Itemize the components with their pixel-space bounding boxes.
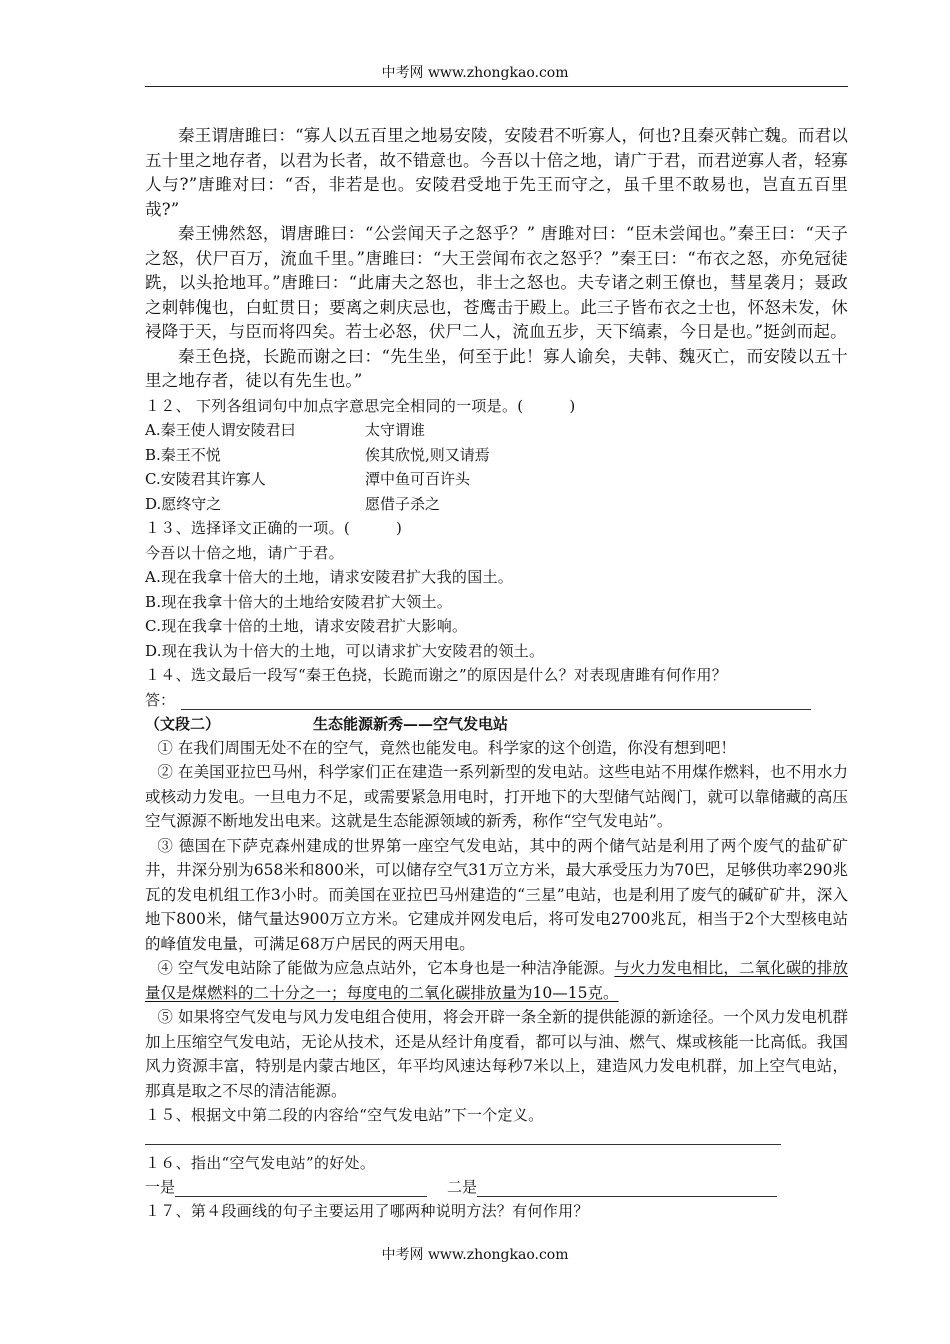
passage1-paragraph-2: 秦王怫然怒，谓唐雎曰：“公尝闻天子之怒乎？” 唐雎对曰：“臣未尝闻也。”秦王曰：“天子之怒，伏尸百万，流血千里。”唐雎曰：“大王尝闻布衣之怒乎？”秦王曰：“布衣之怒，亦免冠徒跣，以头抢地耳。”唐雎曰：“此庸夫之怒也，非士之怒也。夫专诸之刺王僚也，彗星袭月；聂政之刺韩傀也，白虹贯日；要离之刺庆忌也，苍鹰击于殿上。此三子皆布衣之士也，怀怒未发，休祲降于天，与臣而将四矣。若士必怒，伏尸二人，流血五步，天下缟素，今日是也。”挺剑而起。	[145, 224, 848, 341]
q12-option-b-left: B.秦王不悦	[145, 445, 221, 464]
page-footer: 中考网 www.zhongkao.com	[381, 1247, 569, 1263]
q13-option-b: B.现在我拿十倍大的土地给安陵君扩大领土。	[145, 592, 453, 611]
header-rule	[145, 86, 848, 87]
section2-paragraph-5	[145, 1005, 848, 1103]
section2-paragraph-1	[145, 736, 848, 761]
q12-option-a-right: 太守谓谁	[365, 421, 426, 439]
q16-answer-row	[145, 1175, 848, 1197]
q12-option-a-left: A.秦王使人谓安陵君曰	[145, 421, 296, 439]
question-17: １７、第４段画线的句子主要运用了哪两种说明方法？有何作用？	[145, 1202, 589, 1220]
q13-option-a: A.现在我拿十倍大的土地，请求安陵君扩大我的国土。	[145, 568, 514, 586]
question-13: １３、选择译文正确的一项。( )	[145, 519, 403, 537]
section2-paragraph-2	[145, 760, 848, 834]
q12-option-b-right: 俟其欣悦,则又请焉	[365, 445, 490, 464]
passage1-paragraph-1: 秦王谓唐雎曰：“寡人以五百里之地易安陵，安陵君不听寡人，何也?且秦灭韩亡魏。而君以五十里之地存者，以君为长者，故不错意也。今吾以十倍之地，请广于君，而君逆寡人者，轻寡人与?”唐雎对曰：“否，非若是也。安陵君受地于先王而守之，虽千里不敢易也，岂直五百里哉?”	[145, 126, 848, 219]
section2-title: 生态能源新秀——空气发电站	[313, 714, 509, 733]
section2-label: （文段二）	[145, 714, 221, 733]
q16-second-answer-line[interactable]	[477, 1182, 777, 1197]
q16-first-answer-line[interactable]	[175, 1182, 427, 1197]
section2-paragraph-4	[145, 956, 848, 1005]
question-15: １５、根据文中第二段的内容给“空气发电站”下一个定义。	[145, 1106, 544, 1124]
q13-sentence: 今吾以十倍之地，请广于君。	[145, 543, 344, 562]
q12-option-a	[145, 418, 848, 443]
question-16: １６、指出“空气发电站”的好处。	[145, 1153, 376, 1172]
q12-option-d-left: D.愿终守之	[145, 494, 222, 513]
question-12: １２、 下列各组词句中加点字意思完全相同的一项是。( )	[145, 396, 576, 415]
section2-paragraphs	[145, 736, 848, 1104]
q16-second-label: 二是	[447, 1178, 478, 1196]
q13-option-d: D.现在我认为十倍大的土地，可以请求扩大安陵君的领土。	[145, 641, 545, 660]
q14-answer-row	[145, 688, 848, 710]
section2-paragraph-3	[145, 834, 848, 957]
q15-answer-line[interactable]	[145, 1144, 781, 1145]
underlined-sentence: 与火力发电相比，二氧化碳的排放量仅是煤燃料的二十分之一；每度电的二氧化碳排放量为10—15克。	[145, 959, 848, 1002]
q12-option-d	[145, 492, 848, 517]
passage1-paragraph-3: 秦王色挠，长跪而谢之曰：“先生坐，何至于此！寡人谕矣，夫韩、魏灭亡，而安陵以五十里之地存者，徒以有先生也。”	[145, 346, 848, 390]
section2-heading	[145, 712, 848, 736]
q13-option-c: C.现在我拿十倍的土地，请求安陵君扩大影响。	[145, 617, 468, 635]
q12-option-c	[145, 467, 848, 492]
paragraph-text: ⑤ 如果将空气发电与风力发电组合使用，将会开辟一条全新的提供能源的新途径。一个风力发电机群加上压缩空气发电站，无论从技术，还是从经计角度看，都可以与油、燃气、煤或核能一比高低。我国风力资源丰富，特别是内蒙古地区，年平均风速达每秒7米以上，建造风力发电机群，加上空气电站，那真是取之不尽的清洁能源。	[145, 1008, 848, 1100]
paragraph-text: ③ 德国在下萨克森州建成的世界第一座空气发电站，其中的两个储气站是利用了两个废气的盐矿矿井，井深分别为658米和800米，可以储存空气31万立方米，最大承受压力为70巴，足够供功率290兆瓦的发电机组工作3小时。而美国在亚拉巴马州建造的“三星”电站，也是利用了废气的碱矿矿井，深入地下800米，储气量达900万立方米。它建成并网发电后，将可发电2700兆瓦，相当于2个大型核电站的峰值发电量，可满足68万户居民的两天用电。	[145, 836, 848, 953]
paragraph-text: ① 在我们周围无处不在的空气，竟然也能发电。科学家的这个创造，你没有想到吧！	[157, 738, 736, 757]
page-header: 中考网 www.zhongkao.com	[381, 65, 569, 81]
q14-answer-label: 答：	[145, 690, 176, 709]
q14-answer-line[interactable]	[181, 695, 811, 710]
q12-option-c-left: C.安陵君其许寡人	[145, 470, 266, 488]
q16-first-label: 一是	[145, 1178, 176, 1196]
q12-option-d-right: 愿借子杀之	[365, 494, 441, 513]
question-14: １４、选文最后一段写“秦王色挠，长跪而谢之”的原因是什么？对表现唐雎有何作用？	[145, 666, 728, 684]
q12-option-b	[145, 443, 848, 468]
q12-option-c-right: 潭中鱼可百许头	[365, 470, 471, 488]
paragraph-text: ④ 空气发电站除了能做为应急点站外，它本身也是一种洁净能源。	[157, 959, 615, 977]
page-content	[145, 124, 848, 1224]
paragraph-text: ② 在美国亚拉巴马州，科学家们正在建造一系列新型的发电站。这些电站不用煤作燃料，也不用水力或核动力发电。一旦电力不足，或需要紧急用电时，打开地下的大型储气站阀门，就可以靠储藏的高压空气源源不断地发出电来。这就是生态能源领域的新秀，称作“空气发电站”。	[145, 763, 848, 830]
